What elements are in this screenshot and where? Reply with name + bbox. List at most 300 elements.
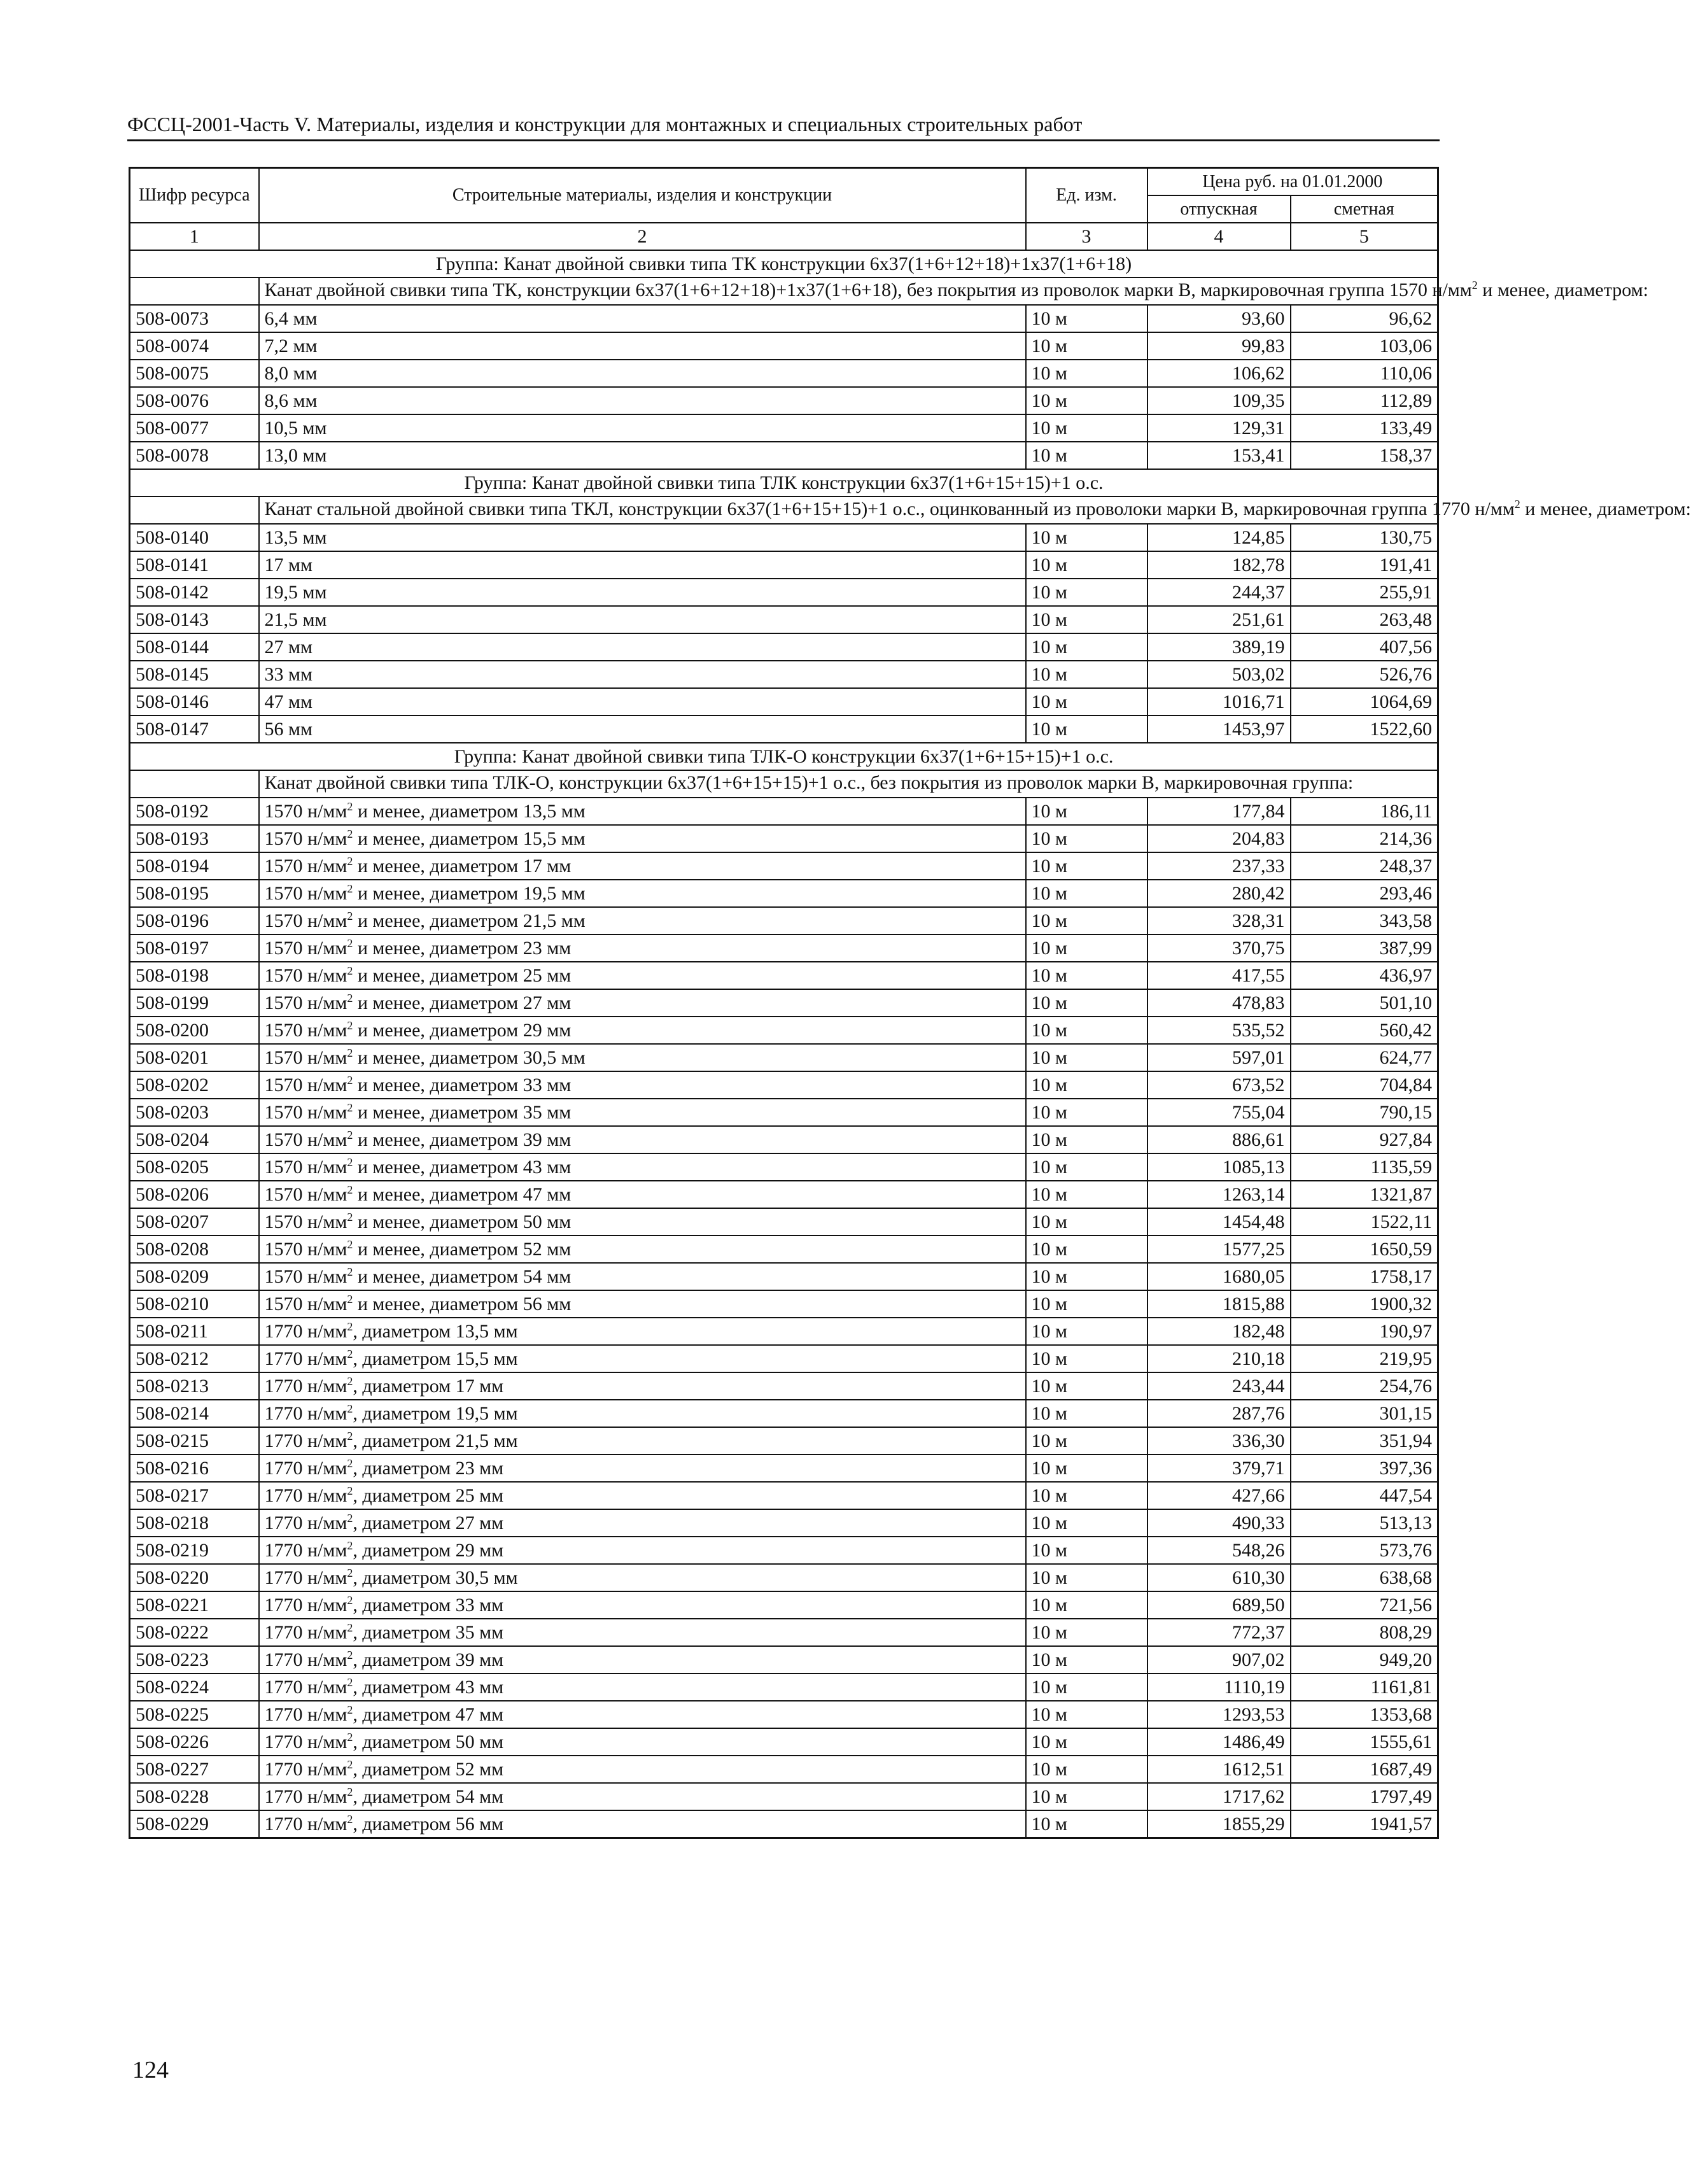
resource-code: 508-0214 <box>130 1400 259 1427</box>
unit: 10 м <box>1026 825 1147 852</box>
release-price: 1612,51 <box>1147 1756 1291 1783</box>
group-description-row <box>130 497 1438 524</box>
resource-name: 7,2 мм <box>259 332 1026 360</box>
name-grade: 1570 н/мм <box>264 1019 347 1041</box>
estimate-price: 351,94 <box>1291 1427 1438 1455</box>
estimate-price: 255,91 <box>1291 579 1438 606</box>
estimate-price: 387,99 <box>1291 934 1438 962</box>
unit: 10 м <box>1026 387 1147 414</box>
description-text-end: и менее, диаметром: <box>1477 279 1648 300</box>
name-diameter: и менее, диаметром 35 мм <box>353 1101 572 1123</box>
resource-code: 508-0194 <box>130 852 259 880</box>
name-grade: 1770 н/мм <box>264 1594 347 1616</box>
resource-code: 508-0078 <box>130 442 259 469</box>
superscript: 2 <box>347 1292 353 1306</box>
resource-code: 508-0073 <box>130 305 259 332</box>
name-grade: 1570 н/мм <box>264 855 347 877</box>
table-row <box>130 1701 1438 1728</box>
unit: 10 м <box>1026 989 1147 1017</box>
table-row <box>130 551 1438 579</box>
resource-name: 17 мм <box>259 551 1026 579</box>
resource-code: 508-0226 <box>130 1728 259 1756</box>
table-row <box>130 880 1438 907</box>
unit: 10 м <box>1026 1482 1147 1509</box>
estimate-price: 219,95 <box>1291 1345 1438 1372</box>
table-row <box>130 934 1438 962</box>
resource-name: 10,5 мм <box>259 414 1026 442</box>
superscript: 2 <box>347 1155 353 1169</box>
release-price: 755,04 <box>1147 1099 1291 1126</box>
col-header-estimate: сметная <box>1291 195 1438 223</box>
unit: 10 м <box>1026 524 1147 551</box>
resource-name <box>259 1591 1026 1619</box>
col-number: 3 <box>1026 223 1147 250</box>
table-row <box>130 1044 1438 1071</box>
unit: 10 м <box>1026 1099 1147 1126</box>
unit: 10 м <box>1026 1646 1147 1673</box>
release-price: 689,50 <box>1147 1591 1291 1619</box>
resource-name <box>259 1537 1026 1564</box>
unit: 10 м <box>1026 1701 1147 1728</box>
name-diameter: , диаметром 50 мм <box>353 1731 504 1752</box>
table-row <box>130 907 1438 934</box>
resource-name <box>259 1619 1026 1646</box>
resource-code: 508-0201 <box>130 1044 259 1071</box>
resource-code: 508-0197 <box>130 934 259 962</box>
unit: 10 м <box>1026 633 1147 661</box>
name-grade: 1770 н/мм <box>264 1539 347 1561</box>
name-diameter: , диаметром 13,5 мм <box>353 1320 518 1342</box>
resource-code: 508-0212 <box>130 1345 259 1372</box>
name-diameter: и менее, диаметром 19,5 мм <box>353 882 586 904</box>
resource-code: 508-0076 <box>130 387 259 414</box>
superscript: 2 <box>347 1675 353 1689</box>
table-row <box>130 1153 1438 1181</box>
release-price: 336,30 <box>1147 1427 1291 1455</box>
release-price: 1110,19 <box>1147 1673 1291 1701</box>
name-grade: 1770 н/мм <box>264 1731 347 1752</box>
unit: 10 м <box>1026 1427 1147 1455</box>
resource-code: 508-0200 <box>130 1017 259 1044</box>
unit: 10 м <box>1026 442 1147 469</box>
resource-code: 508-0208 <box>130 1236 259 1263</box>
table-row <box>130 1482 1438 1509</box>
superscript: 2 <box>347 1128 353 1141</box>
resource-code: 508-0143 <box>130 606 259 633</box>
name-grade: 1570 н/мм <box>264 1156 347 1178</box>
unit: 10 м <box>1026 1126 1147 1153</box>
table-row <box>130 332 1438 360</box>
resource-code: 508-0225 <box>130 1701 259 1728</box>
estimate-price: 343,58 <box>1291 907 1438 934</box>
name-grade: 1570 н/мм <box>264 1293 347 1314</box>
release-price: 548,26 <box>1147 1537 1291 1564</box>
group-description <box>259 278 1648 305</box>
superscript: 2 <box>347 1046 353 1059</box>
estimate-price: 1064,69 <box>1291 688 1438 715</box>
resource-code: 508-0192 <box>130 798 259 825</box>
superscript: 2 <box>347 1456 353 1470</box>
resource-code: 508-0140 <box>130 524 259 551</box>
release-price: 1680,05 <box>1147 1263 1291 1290</box>
table-row <box>130 1263 1438 1290</box>
table-row <box>130 1208 1438 1236</box>
estimate-price: 191,41 <box>1291 551 1438 579</box>
unit: 10 м <box>1026 1673 1147 1701</box>
resource-name <box>259 1701 1026 1728</box>
resource-name <box>259 1427 1026 1455</box>
superscript: 2 <box>347 1374 353 1388</box>
superscript: 2 <box>347 964 353 977</box>
estimate-price: 573,76 <box>1291 1537 1438 1564</box>
estimate-price: 1758,17 <box>1291 1263 1438 1290</box>
release-price: 503,02 <box>1147 661 1291 688</box>
unit: 10 м <box>1026 1290 1147 1318</box>
superscript: 2 <box>347 1539 353 1552</box>
release-price: 280,42 <box>1147 880 1291 907</box>
table-row <box>130 1427 1438 1455</box>
resource-code: 508-0227 <box>130 1756 259 1783</box>
release-price: 287,76 <box>1147 1400 1291 1427</box>
name-diameter: , диаметром 15,5 мм <box>353 1348 518 1369</box>
table-row <box>130 798 1438 825</box>
release-price: 1577,25 <box>1147 1236 1291 1263</box>
estimate-price: 927,84 <box>1291 1126 1438 1153</box>
name-diameter: , диаметром 29 мм <box>353 1539 504 1561</box>
table-row <box>130 442 1438 469</box>
table-row <box>130 1318 1438 1345</box>
release-price: 1717,62 <box>1147 1783 1291 1810</box>
col-number: 5 <box>1291 223 1438 250</box>
resource-name <box>259 989 1026 1017</box>
superscript: 2 <box>347 1073 353 1087</box>
estimate-price: 949,20 <box>1291 1646 1438 1673</box>
resource-name <box>259 934 1026 962</box>
superscript: 2 <box>347 882 353 895</box>
name-grade: 1770 н/мм <box>264 1567 347 1588</box>
name-diameter: , диаметром 19,5 мм <box>353 1402 518 1424</box>
resource-name <box>259 1153 1026 1181</box>
name-diameter: , диаметром 27 мм <box>353 1512 504 1533</box>
resource-code: 508-0206 <box>130 1181 259 1208</box>
name-grade: 1770 н/мм <box>264 1676 347 1698</box>
release-price: 379,71 <box>1147 1455 1291 1482</box>
name-grade: 1770 н/мм <box>264 1813 347 1835</box>
estimate-price: 293,46 <box>1291 880 1438 907</box>
name-grade: 1770 н/мм <box>264 1512 347 1533</box>
resource-name <box>259 1372 1026 1400</box>
name-diameter: , диаметром 56 мм <box>353 1813 504 1835</box>
release-price: 370,75 <box>1147 934 1291 962</box>
resource-name <box>259 1673 1026 1701</box>
estimate-price: 624,77 <box>1291 1044 1438 1071</box>
superscript: 2 <box>347 1429 353 1442</box>
name-diameter: , диаметром 33 мм <box>353 1594 504 1616</box>
table-row <box>130 387 1438 414</box>
name-diameter: и менее, диаметром 52 мм <box>353 1238 572 1260</box>
name-grade: 1570 н/мм <box>264 964 347 986</box>
resource-code: 508-0223 <box>130 1646 259 1673</box>
resource-name: 13,5 мм <box>259 524 1026 551</box>
empty-cell <box>130 278 259 305</box>
superscript: 2 <box>347 827 353 840</box>
resource-name <box>259 825 1026 852</box>
resource-code: 508-0075 <box>130 360 259 387</box>
empty-cell <box>130 497 259 524</box>
table-row <box>130 1017 1438 1044</box>
release-price: 772,37 <box>1147 1619 1291 1646</box>
resource-name: 21,5 мм <box>259 606 1026 633</box>
superscript: 2 <box>347 1484 353 1497</box>
col-header-unit: Ед. изм. <box>1026 168 1147 223</box>
table-row <box>130 360 1438 387</box>
release-price: 328,31 <box>1147 907 1291 934</box>
release-price: 1293,53 <box>1147 1701 1291 1728</box>
release-price: 93,60 <box>1147 305 1291 332</box>
table-row <box>130 825 1438 852</box>
release-price: 204,83 <box>1147 825 1291 852</box>
group-title: Группа: Канат двойной свивки типа ТЛК конструкции 6х37(1+6+15+15)+1 о.с. <box>130 469 1438 497</box>
estimate-price: 158,37 <box>1291 442 1438 469</box>
unit: 10 м <box>1026 1509 1147 1537</box>
resource-name <box>259 1099 1026 1126</box>
name-diameter: и менее, диаметром 39 мм <box>353 1129 572 1150</box>
table-row <box>130 1345 1438 1372</box>
estimate-price: 133,49 <box>1291 414 1438 442</box>
unit: 10 м <box>1026 1044 1147 1071</box>
estimate-price: 103,06 <box>1291 332 1438 360</box>
group-description <box>259 497 1691 524</box>
resource-name <box>259 1236 1026 1263</box>
release-price: 1815,88 <box>1147 1290 1291 1318</box>
resource-code: 508-0211 <box>130 1318 259 1345</box>
resource-code: 508-0199 <box>130 989 259 1017</box>
resource-code: 508-0202 <box>130 1071 259 1099</box>
resource-name <box>259 1017 1026 1044</box>
resource-code: 508-0195 <box>130 880 259 907</box>
superscript: 2 <box>347 1511 353 1525</box>
release-price: 597,01 <box>1147 1044 1291 1071</box>
col-header-code: Шифр ресурса <box>130 168 259 223</box>
release-price: 535,52 <box>1147 1017 1291 1044</box>
name-diameter: и менее, диаметром 47 мм <box>353 1183 572 1205</box>
release-price: 1454,48 <box>1147 1208 1291 1236</box>
table-row <box>130 715 1438 743</box>
release-price: 237,33 <box>1147 852 1291 880</box>
superscript: 2 <box>347 1703 353 1716</box>
release-price: 109,35 <box>1147 387 1291 414</box>
name-grade: 1570 н/мм <box>264 882 347 904</box>
unit: 10 м <box>1026 1591 1147 1619</box>
estimate-price: 638,68 <box>1291 1564 1438 1591</box>
release-price: 1855,29 <box>1147 1810 1291 1838</box>
resource-code: 508-0217 <box>130 1482 259 1509</box>
superscript: 2 <box>347 1730 353 1744</box>
release-price: 106,62 <box>1147 360 1291 387</box>
name-grade: 1570 н/мм <box>264 1238 347 1260</box>
estimate-price: 704,84 <box>1291 1071 1438 1099</box>
table-row <box>130 1537 1438 1564</box>
table-row <box>130 1673 1438 1701</box>
name-grade: 1770 н/мм <box>264 1348 347 1369</box>
group-description-row <box>130 278 1438 305</box>
table-row <box>130 1071 1438 1099</box>
unit: 10 м <box>1026 1372 1147 1400</box>
name-grade: 1570 н/мм <box>264 800 347 822</box>
resource-name <box>259 1044 1026 1071</box>
estimate-price: 1353,68 <box>1291 1701 1438 1728</box>
table-row <box>130 1236 1438 1263</box>
table-row <box>130 1810 1438 1838</box>
table-row <box>130 1646 1438 1673</box>
empty-cell <box>130 770 259 798</box>
resource-name: 13,0 мм <box>259 442 1026 469</box>
estimate-price: 1555,61 <box>1291 1728 1438 1756</box>
release-price: 1486,49 <box>1147 1728 1291 1756</box>
description-text: Канат двойной свивки типа ТЛК-О, конструкции 6х37(1+6+15+15)+1 о.с., без покрытия из проволок марки В, маркировочная группа: <box>264 772 1354 793</box>
release-price: 610,30 <box>1147 1564 1291 1591</box>
resource-code: 508-0141 <box>130 551 259 579</box>
unit: 10 м <box>1026 579 1147 606</box>
superscript: 2 <box>347 1210 353 1223</box>
unit: 10 м <box>1026 606 1147 633</box>
superscript: 2 <box>347 1265 353 1278</box>
name-grade: 1770 н/мм <box>264 1758 347 1780</box>
release-price: 427,66 <box>1147 1482 1291 1509</box>
superscript: 2 <box>347 854 353 868</box>
unit: 10 м <box>1026 1153 1147 1181</box>
resource-name <box>259 852 1026 880</box>
name-grade: 1570 н/мм <box>264 1101 347 1123</box>
table-row <box>130 414 1438 442</box>
release-price: 1016,71 <box>1147 688 1291 715</box>
resource-code: 508-0146 <box>130 688 259 715</box>
unit: 10 м <box>1026 1783 1147 1810</box>
superscript: 2 <box>347 800 353 813</box>
table-row <box>130 633 1438 661</box>
resource-name <box>259 907 1026 934</box>
resource-code: 508-0144 <box>130 633 259 661</box>
estimate-price: 513,13 <box>1291 1509 1438 1537</box>
unit: 10 м <box>1026 962 1147 989</box>
release-price: 417,55 <box>1147 962 1291 989</box>
name-grade: 1570 н/мм <box>264 1211 347 1232</box>
col-header-name: Строительные материалы, изделия и конструкции <box>259 168 1026 223</box>
superscript: 2 <box>347 1648 353 1661</box>
estimate-price: 263,48 <box>1291 606 1438 633</box>
release-price: 886,61 <box>1147 1126 1291 1153</box>
unit: 10 м <box>1026 798 1147 825</box>
resource-code: 508-0228 <box>130 1783 259 1810</box>
col-header-release: отпускная <box>1147 195 1291 223</box>
resource-name: 56 мм <box>259 715 1026 743</box>
release-price: 490,33 <box>1147 1509 1291 1537</box>
estimate-price: 1161,81 <box>1291 1673 1438 1701</box>
estimate-price: 1900,32 <box>1291 1290 1438 1318</box>
unit: 10 м <box>1026 1756 1147 1783</box>
description-text: Канат стальной двойной свивки типа ТКЛ, конструкции 6х37(1+6+15+15)+1 о.с., оцинкованный из проволоки марки В, маркировочная группа 1770 н/мм <box>264 498 1515 519</box>
resource-name: 8,6 мм <box>259 387 1026 414</box>
name-diameter: и менее, диаметром 15,5 мм <box>353 828 586 849</box>
resource-name: 33 мм <box>259 661 1026 688</box>
unit: 10 м <box>1026 414 1147 442</box>
superscript: 2 <box>347 936 353 950</box>
name-diameter: и менее, диаметром 43 мм <box>353 1156 572 1178</box>
resource-name <box>259 1810 1026 1838</box>
estimate-price: 130,75 <box>1291 524 1438 551</box>
resource-name <box>259 1208 1026 1236</box>
table-row <box>130 1728 1438 1756</box>
estimate-price: 254,76 <box>1291 1372 1438 1400</box>
estimate-price: 721,56 <box>1291 1591 1438 1619</box>
resource-name <box>259 1646 1026 1673</box>
resource-name: 6,4 мм <box>259 305 1026 332</box>
estimate-price: 436,97 <box>1291 962 1438 989</box>
resource-code: 508-0215 <box>130 1427 259 1455</box>
resource-code: 508-0220 <box>130 1564 259 1591</box>
description-text-end: и менее, диаметром: <box>1520 498 1691 519</box>
table-row <box>130 1372 1438 1400</box>
superscript: 2 <box>347 909 353 922</box>
name-diameter: и менее, диаметром 50 мм <box>353 1211 572 1232</box>
name-diameter: , диаметром 43 мм <box>353 1676 504 1698</box>
release-price: 673,52 <box>1147 1071 1291 1099</box>
release-price: 153,41 <box>1147 442 1291 469</box>
estimate-price: 407,56 <box>1291 633 1438 661</box>
superscript: 2 <box>347 1758 353 1771</box>
estimate-price: 110,06 <box>1291 360 1438 387</box>
page-header: ФССЦ-2001-Часть V. Материалы, изделия и конструкции для монтажных и специальных строительных работ <box>127 111 1440 141</box>
name-grade: 1770 н/мм <box>264 1621 347 1643</box>
release-price: 182,48 <box>1147 1318 1291 1345</box>
unit: 10 м <box>1026 880 1147 907</box>
superscript: 2 <box>347 1593 353 1607</box>
name-diameter: , диаметром 35 мм <box>353 1621 504 1643</box>
resource-name <box>259 962 1026 989</box>
table-row <box>130 989 1438 1017</box>
table-row <box>130 1591 1438 1619</box>
unit: 10 м <box>1026 1455 1147 1482</box>
name-grade: 1770 н/мм <box>264 1430 347 1451</box>
unit: 10 м <box>1026 1728 1147 1756</box>
resource-name <box>259 1783 1026 1810</box>
table-row <box>130 962 1438 989</box>
estimate-price: 560,42 <box>1291 1017 1438 1044</box>
unit: 10 м <box>1026 715 1147 743</box>
unit: 10 м <box>1026 1537 1147 1564</box>
unit: 10 м <box>1026 1345 1147 1372</box>
estimate-price: 1522,60 <box>1291 715 1438 743</box>
resource-code: 508-0209 <box>130 1263 259 1290</box>
unit: 10 м <box>1026 1400 1147 1427</box>
name-diameter: , диаметром 25 мм <box>353 1484 504 1506</box>
col-number: 1 <box>130 223 259 250</box>
release-price: 1263,14 <box>1147 1181 1291 1208</box>
name-diameter: и менее, диаметром 17 мм <box>353 855 572 877</box>
resource-code: 508-0207 <box>130 1208 259 1236</box>
table-row <box>130 579 1438 606</box>
resource-code: 508-0074 <box>130 332 259 360</box>
superscript: 2 <box>347 1101 353 1114</box>
table-row <box>130 1509 1438 1537</box>
resource-name <box>259 1318 1026 1345</box>
name-grade: 1770 н/мм <box>264 1649 347 1670</box>
name-diameter: и менее, диаметром 56 мм <box>353 1293 572 1314</box>
resource-code: 508-0222 <box>130 1619 259 1646</box>
name-grade: 1770 н/мм <box>264 1375 347 1397</box>
table-row <box>130 1564 1438 1591</box>
name-grade: 1770 н/мм <box>264 1457 347 1479</box>
